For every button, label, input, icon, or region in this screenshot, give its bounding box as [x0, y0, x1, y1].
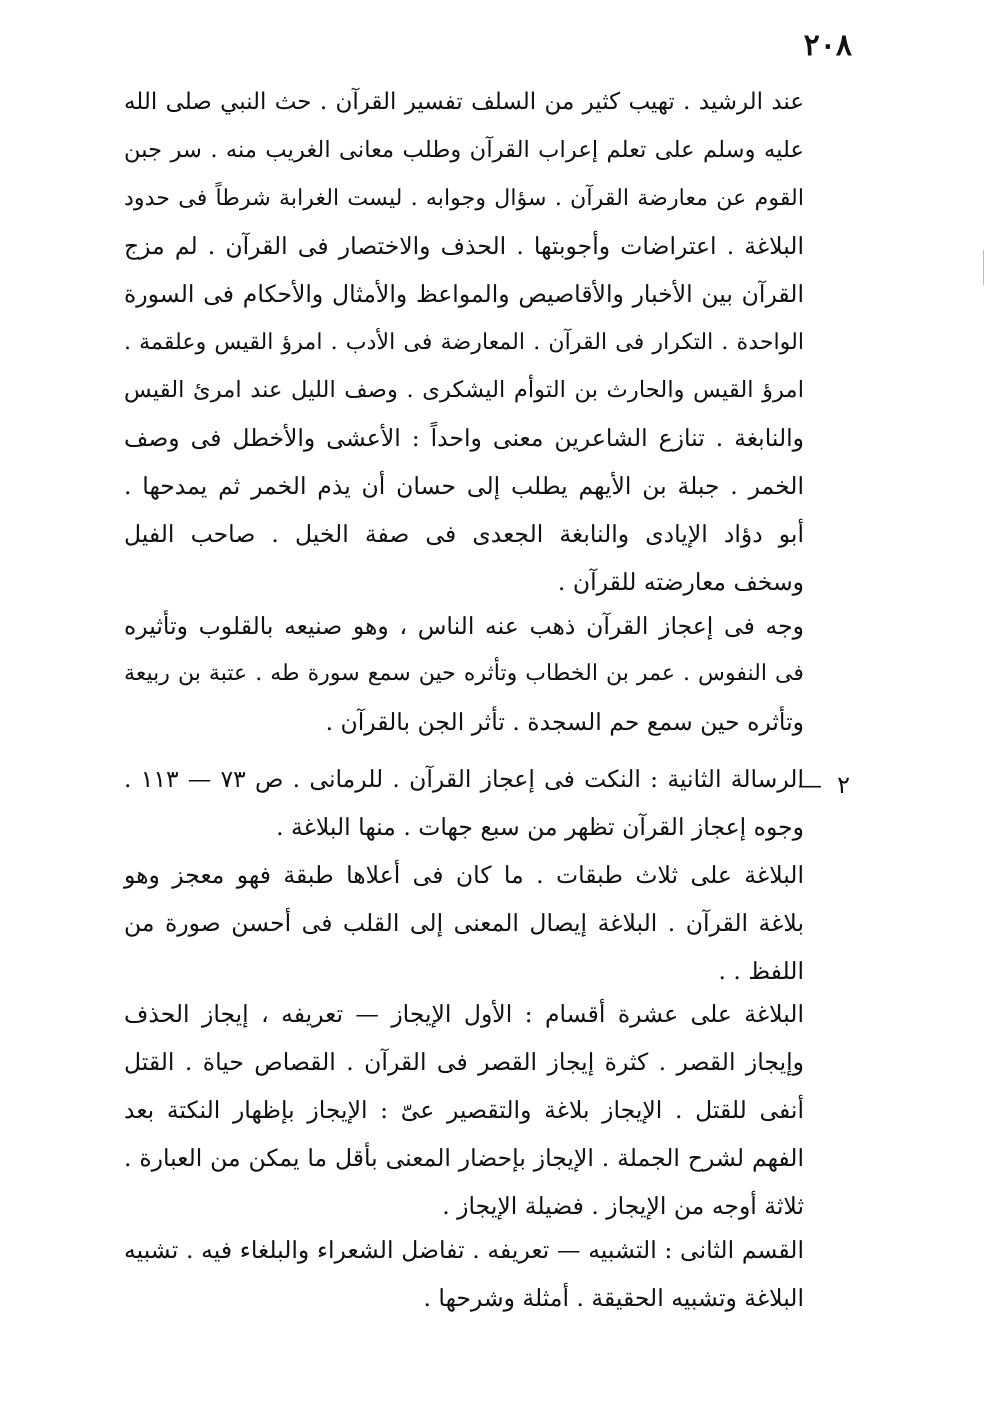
entry-number: ٢ [837, 771, 850, 799]
text-line: اللفظ . . [718, 957, 804, 985]
text-line: القسم الثانى : التشبيه — تعريفه . تفاضل الشعراء والبلغاء فيه . تشبيه [124, 1236, 804, 1264]
text-line: وإيجاز القصر . كثرة إيجاز القصر فى القرآن . القصاص حياة . القتل [124, 1048, 804, 1076]
text-line: عند الرشيد . تهيب كثير من السلف تفسير القرآن . حث النبي صلى الله [124, 89, 804, 115]
text-line: ثلاثة أوجه من الإيجاز . فضيلة الإيجاز . [442, 1192, 804, 1220]
text-line: البلاغة على عشرة أقسام : الأول الإيجاز — تعريفه ، إيجاز الحذف [124, 1000, 804, 1028]
text-line: الفهم لشرح الجملة . الإيجاز بإحضار المعنى بأقل ما يمكن من العبارة . [124, 1144, 804, 1172]
text-line: البلاغة وتشبيه الحقيقة . أمثلة وشرحها . [423, 1284, 804, 1312]
text-line: امرؤ القيس والحارث بن التوأم اليشكرى . وصف الليل عند امرئ القيس [124, 377, 804, 403]
paragraph-4 [124, 990, 804, 1230]
text-line: البلاغة . اعتراضات وأجوبتها . الحذف والاختصار فى القرآن . لم مزج [124, 232, 804, 260]
entry-dash: — [798, 771, 822, 799]
text-line: فى النفوس . عمر بن الخطاب وتأثره حين سمع سورة طه . عتبة بن ربيعة [124, 661, 804, 686]
text-line: وتأثره حين سمع حم السجدة . تأثر الجن بالقرآن . [325, 708, 804, 736]
text-line: الخمر . جبلة بن الأيهم يطلب إلى حسان أن يذم الخمر ثم يمدحها . [124, 472, 804, 500]
scan-edge-mark [983, 250, 984, 285]
text-line: وجوه إعجاز القرآن تظهر من سبع جهات . منها البلاغة . [276, 813, 804, 841]
text-line: القوم عن معارضة القرآن . سؤال وجوابه . ليست الغرابة شرطاً فى حدود [124, 185, 804, 211]
page-number: ٢٠٨ [803, 28, 852, 63]
text-line: وسخف معارضته للقرآن . [557, 568, 804, 596]
text-line: أنفى للقتل . الإيجاز بلاغة والتقصير عىّ : الإيجاز بإظهار النكتة بعد [124, 1096, 804, 1124]
text-line: القرآن بين الأخبار والأقاصيص والمواعظ والأمثال والأحكام فى السورة [124, 280, 804, 308]
text-line: والنابغة . تنازع الشاعرين معنى واحداً : الأعشى والأخطل فى وصف [124, 424, 804, 452]
text-line: بلاغة القرآن . البلاغة إيصال المعنى إلى القلب فى أحسن صورة من [124, 909, 804, 937]
text-line: وجه فى إعجاز القرآن ذهب عنه الناس ، وهو صنيعه بالقلوب وتأثيره [124, 612, 804, 640]
paragraph-1 [124, 78, 804, 606]
text-line: أبو دؤاد الإيادى والنابغة الجعدى فى صفة الخيل . صاحب الفيل [124, 520, 804, 548]
text-line: الواحدة . التكرار فى القرآن . المعارضة فى الأدب . امرؤ القيس وعلقمة . [124, 329, 804, 355]
paragraph-5 [124, 1226, 804, 1322]
text-line: الرسالة الثانية : النكت فى إعجاز القرآن . للرمانى . ص ٧٣ — ١١٣ . [124, 765, 804, 793]
text-line: البلاغة على ثلاث طبقات . ما كان فى أعلاها طبقة فهو معجز وهو [124, 861, 804, 889]
text-line: عليه وسلم على تعلم إعراب القرآن وطلب معانى الغريب منه . سر جبن [124, 137, 804, 163]
paragraph-3 [124, 755, 804, 995]
paragraph-2 [124, 602, 804, 746]
